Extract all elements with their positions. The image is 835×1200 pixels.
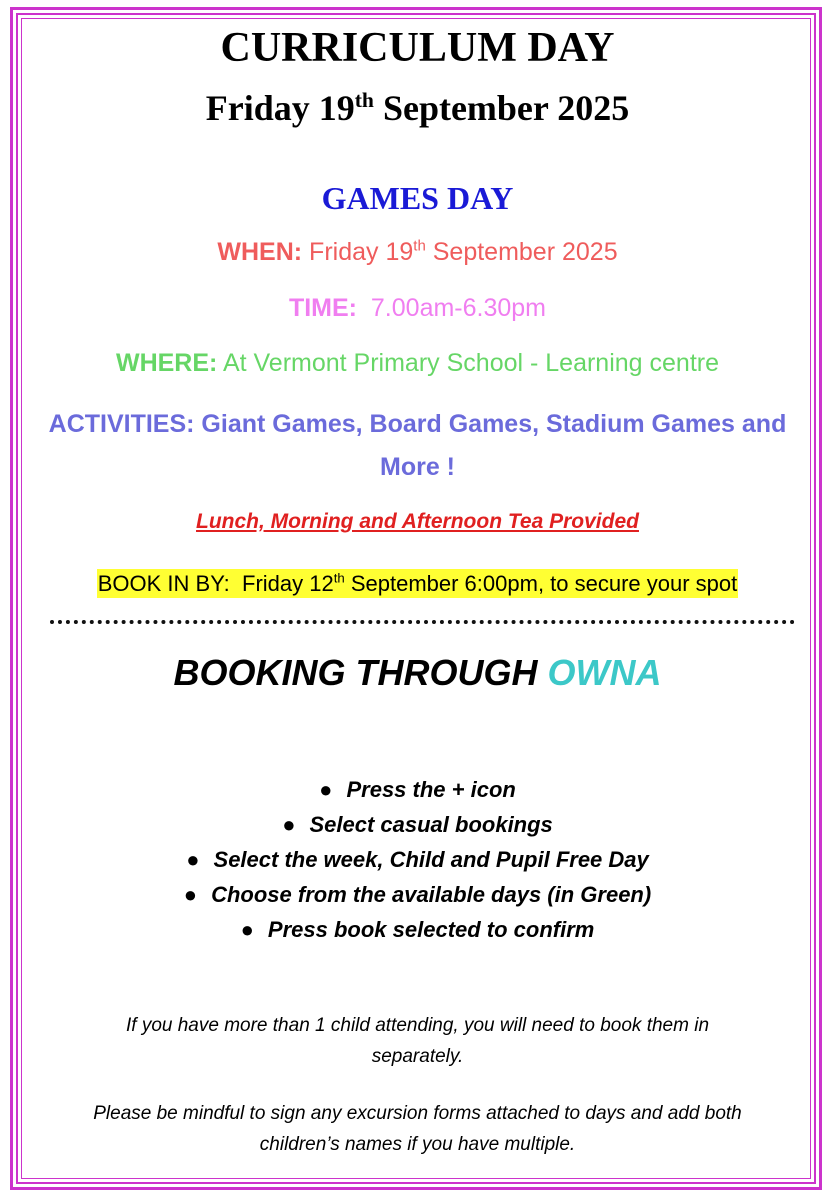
list-item: ● Select the week, Child and Pupil Free Day (30, 842, 805, 877)
bullet-icon: ● (186, 847, 200, 872)
bullet-icon: ● (282, 812, 296, 837)
when-line: WHEN: Friday 19th September 2025 (217, 237, 618, 266)
activities-line: ACTIVITIES: Giant Games, Board Games, Stadium Games and More ! (48, 410, 787, 481)
booking-steps-list (30, 772, 805, 947)
book-in-deadline: BOOK IN BY: Friday 12th September 6:00pm, to secure your spot (97, 570, 738, 596)
list-item: ● Select casual bookings (30, 807, 805, 842)
page-title: CURRICULUM DAY (220, 25, 615, 71)
games-day-heading: GAMES DAY (321, 180, 514, 216)
catering-notice: Lunch, Morning and Afternoon Tea Provided (196, 510, 639, 533)
bullet-icon: ● (319, 777, 333, 802)
excursion-forms-note: Please be mindful to sign any excursion forms attached to days and add both children’s names if you have multiple. (93, 1103, 742, 1155)
where-line: WHERE: At Vermont Primary School - Learning centre (115, 349, 719, 377)
time-line: TIME: 7.00am-6.30pm (288, 294, 547, 322)
list-item: ● Choose from the available days (in Green) (30, 877, 805, 912)
dotted-divider (50, 620, 795, 624)
bullet-icon: ● (240, 917, 254, 942)
owna-brand: OWNA (547, 652, 662, 693)
event-date: Friday 19th September 2025 (205, 88, 630, 128)
booking-heading: BOOKING THROUGH OWNA (173, 652, 662, 693)
bullet-icon: ● (183, 882, 198, 907)
list-item: ● Press the + icon (30, 772, 805, 807)
multiple-children-note: If you have more than 1 child attending, you will need to book them in separately. (125, 1015, 710, 1067)
list-item: ● Press book selected to confirm (30, 912, 805, 947)
